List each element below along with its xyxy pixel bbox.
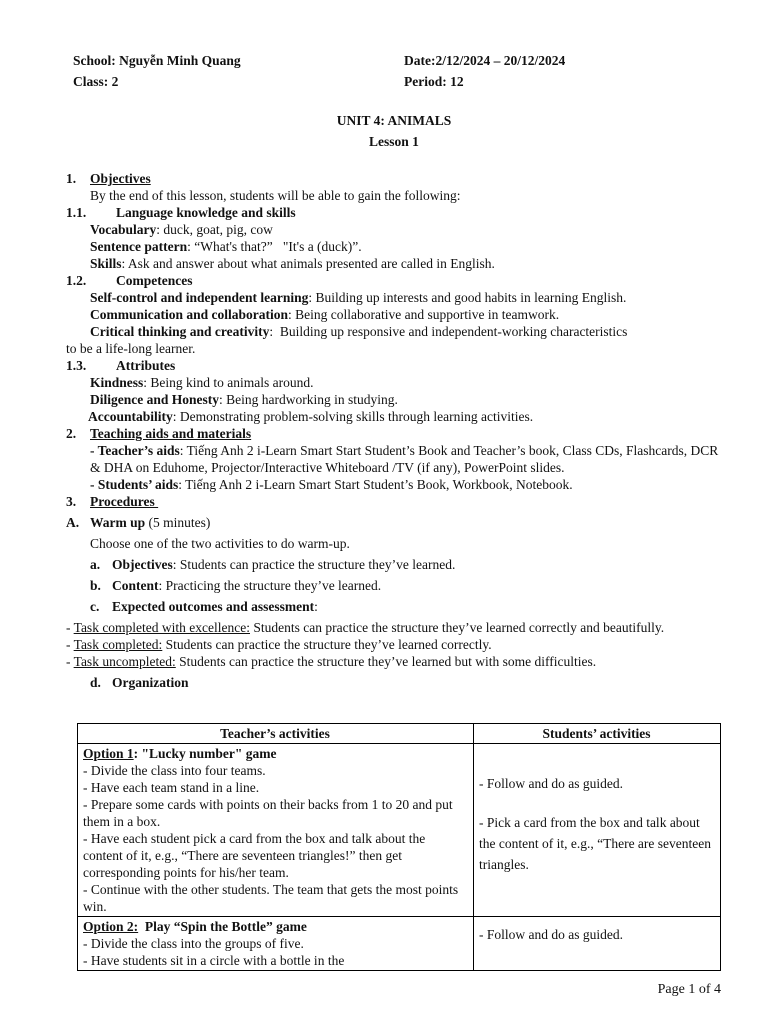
list-item: - Continue with the other students. The team that gets the most points win.	[83, 882, 459, 914]
critical-thinking-continuation: to be a life-long learner.	[66, 341, 196, 356]
section-1-1-heading: 1.1. Language knowledge and skills	[66, 205, 296, 220]
class-name: Class: 2	[73, 74, 119, 89]
table-row-option-2	[78, 917, 721, 971]
teacher-aids: - Teacher’s aids: Tiếng Anh 2 i-Learn Smart Start Student’s Book and Teacher’s book, Class CDs, Flashcards, DCR & DHA on Eduhome, Projector/Interactive Whiteboard /TV (if any), PowerPoint slides.	[90, 443, 719, 475]
col-teacher-activities: Teacher’s activities	[78, 724, 474, 744]
objectives-intro: By the end of this lesson, students will be able to gain the following:	[90, 188, 461, 203]
section-teaching-aids-heading: 2. Teaching aids and materials	[66, 426, 252, 441]
list-item: - Follow and do as guided.	[479, 927, 623, 942]
header-right	[404, 52, 565, 94]
warm-up-outcomes: c. Expected outcomes and assessment:	[90, 599, 318, 614]
warm-up-content: b. Content: Practicing the structure they’ve learned.	[90, 578, 382, 593]
communication-line: Communication and collaboration: Being collaborative and supportive in teamwork.	[90, 307, 560, 322]
skills-line: Skills: Ask and answer about what animals presented are called in English.	[90, 256, 495, 271]
kindness-line: Kindness: Being kind to animals around.	[90, 375, 314, 390]
list-item: - Have each team stand in a line.	[83, 780, 260, 795]
header-left	[73, 52, 241, 94]
school-name: School: Nguyễn Minh Quang	[73, 53, 241, 68]
option-1-teacher	[78, 744, 474, 917]
list-item: - Pick a card from the box and talk about the content of it, e.g., “There are seventeen triangles.	[479, 815, 712, 872]
list-item: - Have each student pick a card from the box and talk about the content of it, e.g., “There are seventeen triangles!” then get corresponding points for his/her team.	[83, 831, 426, 880]
warm-up-choose: Choose one of the two activities to do warm-up.	[90, 536, 350, 551]
col-students-activities: Students’ activities	[474, 724, 721, 744]
table-header-row	[78, 724, 721, 744]
option-2-title: Option 2: Play “Spin the Bottle” game	[83, 919, 307, 934]
list-item: - Have students sit in a circle with a bottle in the	[83, 953, 345, 968]
warm-up-objectives: a. Objectives: Students can practice the structure they’ve learned.	[90, 557, 456, 572]
page-number: Page 1 of 4	[657, 982, 721, 997]
date-range: Date:2/12/2024 – 20/12/2024	[404, 53, 566, 68]
section-1-2-heading: 1.2. Competences	[66, 273, 193, 288]
list-item: - Prepare some cards with points on their backs from 1 to 20 and put them in a box.	[83, 797, 453, 829]
sentence-pattern-line: Sentence pattern: “What's that?” "It's a (duck)”.	[90, 239, 362, 254]
self-control-line: Self-control and independent learning: Building up interests and good habits in learning English.	[90, 290, 627, 305]
lesson-body	[66, 170, 721, 691]
section-objectives-heading: 1. Objectives	[66, 171, 151, 186]
section-1-3-heading: 1.3. Attributes	[66, 358, 176, 373]
option-1-title: Option 1: "Lucky number" game	[83, 746, 277, 761]
period: Period: 12	[404, 74, 464, 89]
option-1-students	[474, 744, 721, 917]
vocabulary-line: Vocabulary: duck, goat, pig, cow	[90, 222, 273, 237]
outcome-excellence: - Task completed with excellence: Students can practice the structure they’ve learned correctly and beautifully.	[66, 620, 665, 635]
critical-thinking-line: Critical thinking and creativity: Building up responsive and independent-working characteristics	[90, 324, 628, 339]
warm-up-heading: A. Warm up (5 minutes)	[66, 515, 211, 530]
option-2-teacher	[78, 917, 474, 971]
outcome-uncompleted: - Task uncompleted: Students can practice the structure they’ve learned but with some difficulties.	[66, 654, 597, 669]
list-item: - Follow and do as guided.	[479, 776, 623, 791]
table-row-option-1	[78, 744, 721, 917]
outcome-completed: - Task completed: Students can practice the structure they’ve learned correctly.	[66, 637, 492, 652]
lesson-title: Lesson 1	[369, 134, 419, 149]
list-item: - Divide the class into the groups of five.	[83, 936, 304, 951]
students-aids: - Students’ aids: Tiếng Anh 2 i-Learn Smart Start Student’s Book, Workbook, Notebook.	[90, 477, 573, 492]
accountability-line: Accountability: Demonstrating problem-solving skills through learning activities.	[88, 409, 534, 424]
diligence-line: Diligence and Honesty: Being hardworking in studying.	[90, 392, 398, 407]
unit-title: UNIT 4: ANIMALS	[336, 113, 452, 128]
section-procedures-heading: 3. Procedures	[66, 494, 159, 509]
option-2-students	[474, 917, 721, 971]
organization-table	[77, 723, 721, 971]
warm-up-organization: d. Organization	[90, 675, 189, 690]
list-item: - Divide the class into four teams.	[83, 763, 266, 778]
